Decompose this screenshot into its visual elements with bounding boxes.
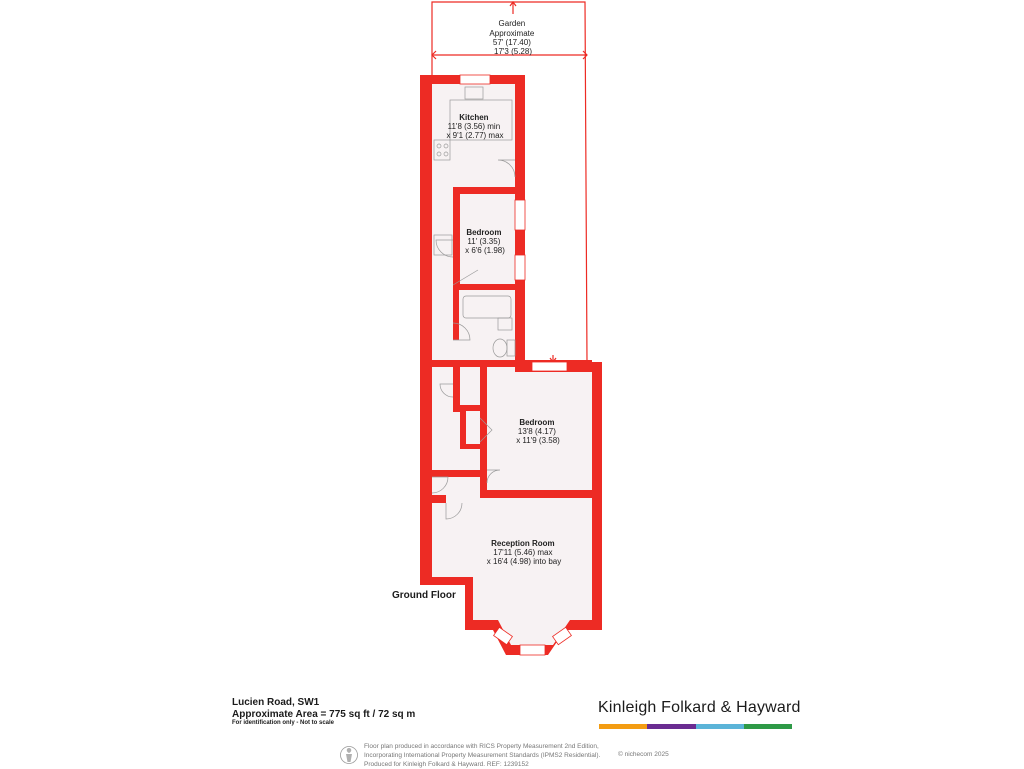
property-details (232, 697, 415, 721)
property-address: Lucien Road, SW1 (232, 697, 320, 708)
brand-bar-segment (696, 724, 744, 729)
metropix-logo-icon (340, 744, 358, 766)
large-bedroom-label: Bedroom 13'8 (4.17) x 11'9 (3.58) (516, 418, 560, 445)
kitchen-label: Kitchen 11'8 (3.56) min x 9'1 (2.77) max (446, 113, 504, 140)
small-bedroom-label: Bedroom 11' (3.35) x 6'6 (1.98) (465, 228, 505, 255)
reception-room-label: Reception Room 17'11 (5.46) max x 16'4 (4.98) into bay (486, 539, 562, 566)
brand-name: Kinleigh Folkard & Hayward (598, 699, 801, 716)
garden-label: Garden Approximate 57' (17.40) 17'3 (5.28) (489, 19, 535, 56)
brand-bar-segment (647, 724, 695, 729)
brand-bar-segment (744, 724, 792, 729)
footer-copyright: © nichecom 2025 (618, 751, 669, 758)
brand-bar-segment (599, 724, 647, 729)
footer-line-1: Floor plan produced in accordance with RICS Property Measurement 2nd Edition, (364, 743, 599, 750)
footer-line-3: Produced for Kinleigh Folkard & Hayward. REF: 1239152 (364, 761, 529, 768)
floor-label: Ground Floor (392, 590, 456, 601)
scale-disclaimer: For identification only - Not to scale (232, 720, 335, 726)
brand-color-bar (599, 724, 792, 729)
property-area: Approximate Area = 775 sq ft / 72 sq m (232, 709, 416, 720)
footer-text (364, 742, 600, 769)
footer-line-2: Incorporating International Property Measurement Standards (IPMS2 Residential). (364, 752, 601, 759)
